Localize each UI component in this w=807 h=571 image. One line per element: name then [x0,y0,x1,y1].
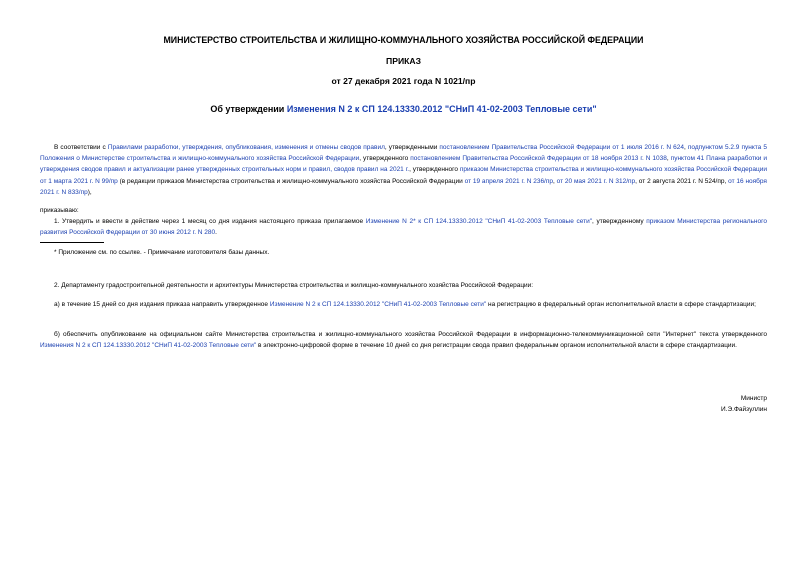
document-title [40,104,767,114]
title-prefix: Об утверждении [210,104,287,114]
order-833-link[interactable]: от 16 ноября 2021 г. N 833/пр [40,177,767,196]
amendment-2-link-b[interactable]: Изменения N 2 к СП 124.13330.2012 "СНиП 41-02-2003 Тепловые сети" [40,342,257,350]
preamble-text-1: В соответствии с [54,144,108,151]
decree-624-link[interactable]: постановлением Правительства Российской Федерации от 1 июля 2016 г. N 624 [439,144,684,151]
regulation-link[interactable]: подпунктом 5.2.9 пункта 5 Положения о Министерстве строительства и жилищно-коммунального хозяйства Российской Федерации [40,144,767,163]
item-2b-text-2: в электронно-цифровой форме в течение 10 дней со дня регистрации свода правил федеральным органом исполнительной власти в сфере стандартизации. [256,342,737,350]
footnote [40,247,767,258]
order-99-link[interactable]: приказом Министерства строительства и жилищно-коммунального хозяйства Российской Федерации от 1 марта 2021 г. N 99/пр [40,166,767,185]
order-word: приказываю: [40,207,79,214]
decree-1038-link[interactable]: постановлением Правительства Российской Федерации от 18 ноября 2013 г. N 1038 [410,155,667,163]
title-link[interactable]: Изменения N 2 к СП 124.13330.2012 "СНиП 41-02-2003 Тепловые сети" [286,104,597,114]
preamble-paragraph [40,142,767,198]
item-1-text-2: , утвержденному [592,218,647,225]
item-1-text-3: . [215,229,217,237]
date-number-heading: от 27 декабря 2021 года N 1021/пр [331,76,476,86]
rules-link[interactable]: Правилами разработки, утверждения, опубликования, изменения и отмены сводов правил [107,144,385,151]
item-1-paragraph [40,216,767,238]
amendment-2-link[interactable]: Изменение N 2* к СП 124.13330.2012 "СНиП 41-02-2003 Тепловые сети" [365,218,593,225]
item-2b-text-1: б) обеспечить опубликование на официальном сайте Министерства строительства и жилищно-коммунального хозяйства Российской Федерации в информационно-телекоммуникационной сети "Интернет" текста утвержденного [54,331,767,338]
preamble-text-3: , [683,144,688,151]
order-312-link[interactable]: от 20 мая 2021 г. N 312/пр [556,177,636,185]
signature-name: И.Э.Файзуллин [721,406,767,413]
item-1-text-1: 1. Утвердить и ввести в действие через 1 месяц со дня издания настоящего приказа прилагаемое [54,218,366,225]
ministry-heading: МИНИСТЕРСТВО СТРОИТЕЛЬСТВА И ЖИЛИЩНО-КОММУНАЛЬНОГО ХОЗЯЙСТВА РОССИЙСКОЙ ФЕДЕРАЦИИ [163,35,644,45]
preamble-text-8: , [553,177,557,185]
item-2a-text-1: а) в течение 15 дней со дня издания приказа направить утвержденное [54,301,270,308]
item-2b-paragraph [40,329,767,351]
order-280-link[interactable]: приказом Министерства регионального развития Российской Федерации от 30 июня 2012 г. N 280 [40,218,767,237]
footnote-text: * Приложение см. по ссылке. - Примечание изготовителя базы данных. [54,249,270,256]
footnote-divider [40,242,104,243]
preamble-text-6: , утвержденного [409,166,460,174]
preamble-text-10: ), [87,188,92,196]
item-2a-text-2: на регистрацию в федеральный орган исполнительной власти в сфере стандартизации; [486,301,756,308]
item-2-paragraph [40,280,767,291]
item-2-text: 2. Департаменту градостроительной деятельности и архитектуры Министерства строительства и жилищно-коммунального хозяйства Российской Федерации: [54,282,534,289]
doc-type-heading: ПРИКАЗ [386,56,421,66]
signature-position: Министр [740,395,767,402]
plan-link[interactable]: пунктом 41 Плана разработки и утверждения сводов правил и актуализации ранее утвержденных строительных норм и правил, сводов правил на 2021 г. [40,155,767,174]
preamble-text-4: , утвержденного [359,155,411,163]
preamble-text-5: , [666,155,671,163]
preamble-text-2: , утвержденными [384,144,440,151]
item-2a-paragraph [40,299,767,310]
amendment-2-link-a[interactable]: Изменение N 2 к СП 124.13330.2012 "СНиП 41-02-2003 Тепловые сети" [269,301,487,308]
preamble-text-9: , от 2 августа 2021 г. N 524/пр, [635,177,729,185]
preamble-text-7: (в редакции приказов Министерства строительства и жилищно-коммунального хозяйства Российской Федерации [117,177,465,185]
order-236-link[interactable]: от 19 апреля 2021 г. N 236/пр [464,177,553,185]
